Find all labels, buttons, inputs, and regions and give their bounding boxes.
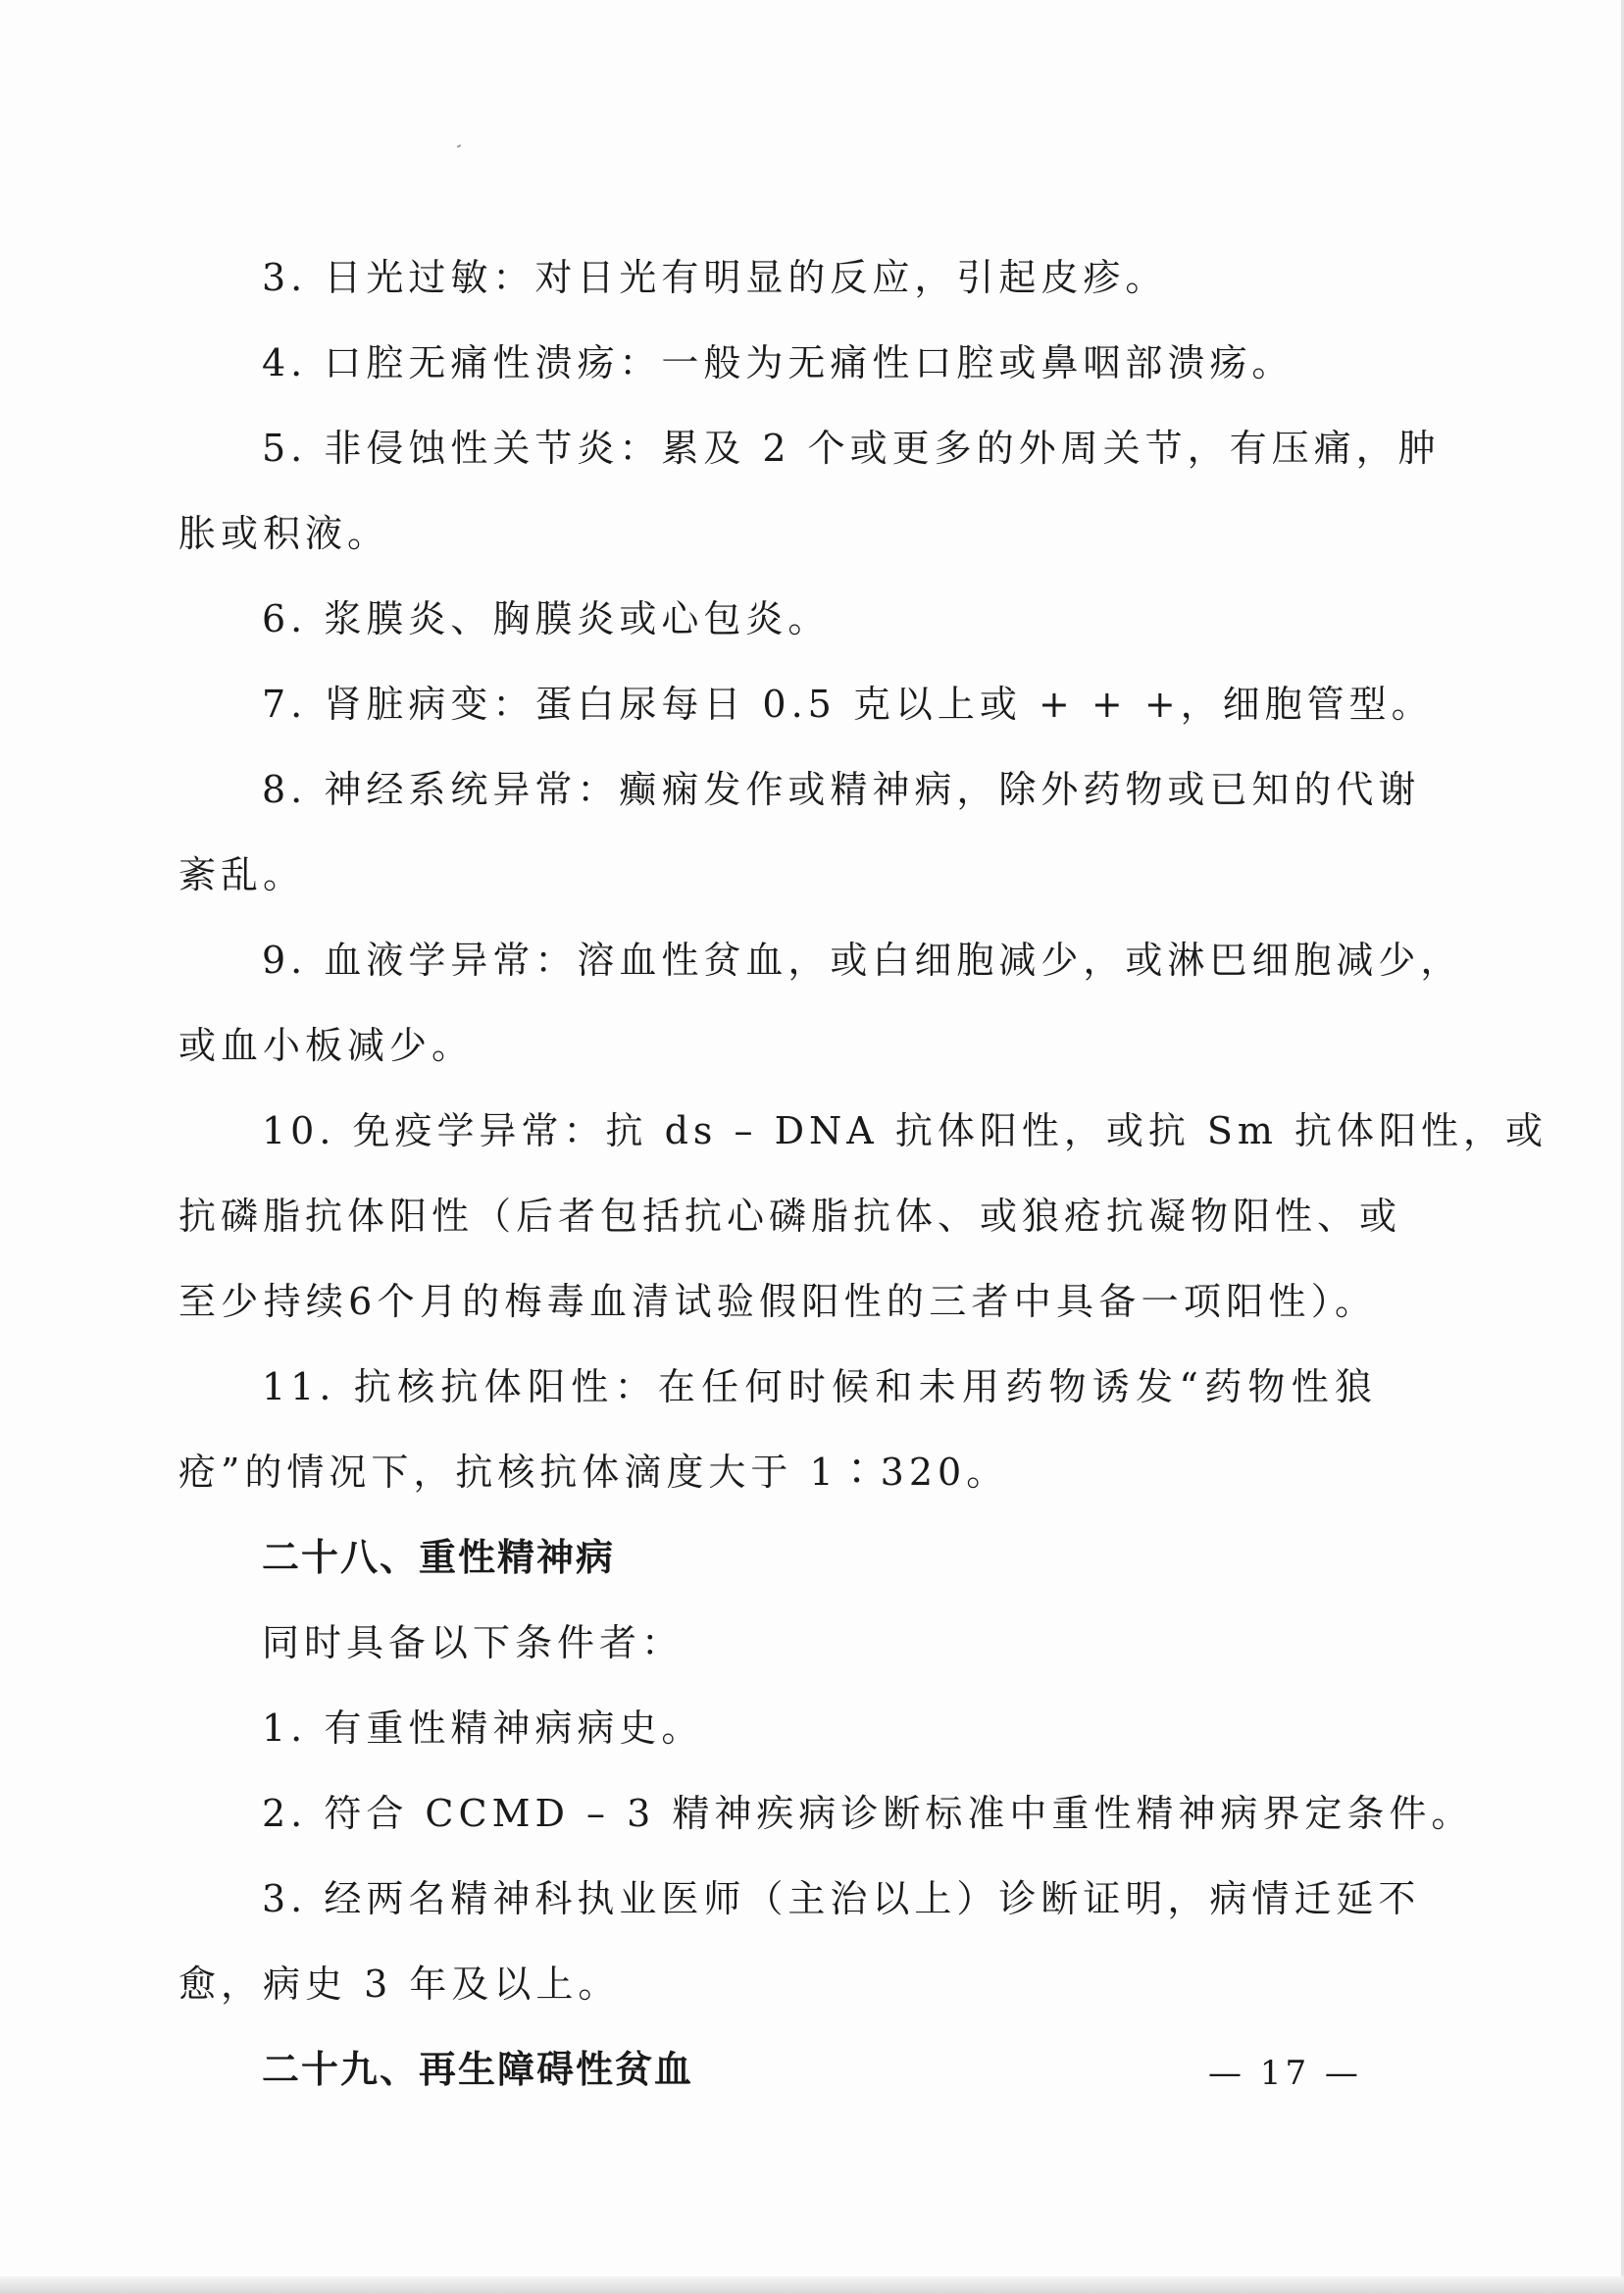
item-11-ana-line-2: 疮”的情况下，抗核抗体滴度大于 1∶320。 [178,1451,1009,1494]
scan-edge-bottom [0,2276,1624,2294]
section-28-intro: 同时具备以下条件者： [262,1621,685,1664]
item-3-sun-sensitivity: 3. 日光过敏：对日光有明显的反应，引起皮疹。 [262,256,1168,299]
item-11-ana-line-1: 11. 抗核抗体阳性：在任何时候和未用药物诱发“药物性狼 [262,1365,1377,1408]
item-4-oral-ulcer: 4. 口腔无痛性溃疡：一般为无痛性口腔或鼻咽部溃疡。 [262,341,1294,384]
item-10-immunologic-line-3: 至少持续6个月的梅毒血清试验假阳性的三者中具备一项阳性）。 [178,1280,1377,1323]
item-8-neurologic-line-2: 紊乱。 [178,853,306,896]
item-9-hematologic-line-1: 9. 血液学异常：溶血性贫血，或白细胞减少，或淋巴细胞减少， [262,939,1463,982]
section-heading-28: 二十八、重性精神病 [262,1536,616,1579]
section-28-item-1: 1. 有重性精神病病史。 [262,1707,704,1750]
page-number: — 17 — [1208,2054,1362,2093]
scan-speck [457,144,461,148]
item-10-immunologic-line-2: 抗磷脂抗体阳性（后者包括抗心磷脂抗体、或狼疮抗凝物阳性、或 [178,1195,1402,1238]
item-10-immunologic-line-1: 10. 免疫学异常：抗 ds – DNA 抗体阳性，或抗 Sm 抗体阳性，或 [262,1109,1548,1152]
section-heading-29: 二十九、再生障碍性贫血 [262,2048,694,2091]
item-5-arthritis-line-1: 5. 非侵蚀性关节炎：累及 2 个或更多的外周关节，有压痛，肿 [262,427,1441,470]
item-7-renal: 7. 肾脏病变：蛋白尿每日 0.5 克以上或 + + +，细胞管型。 [262,683,1434,726]
section-28-item-2: 2. 符合 CCMD – 3 精神疾病诊断标准中重性精神病界定条件。 [262,1792,1474,1835]
section-28-item-3-line-2: 愈，病史 3 年及以上。 [178,1963,621,2006]
item-5-arthritis-line-2: 胀或积液。 [178,512,390,555]
item-8-neurologic-line-1: 8. 神经系统异常：癫痫发作或精神病，除外药物或已知的代谢 [262,768,1421,811]
item-6-serositis: 6. 浆膜炎、胸膜炎或心包炎。 [262,597,831,640]
item-9-hematologic-line-2: 或血小板减少。 [178,1024,475,1067]
section-28-item-3-line-1: 3. 经两名精神科执业医师（主治以上）诊断证明，病情迁延不 [262,1877,1421,1920]
